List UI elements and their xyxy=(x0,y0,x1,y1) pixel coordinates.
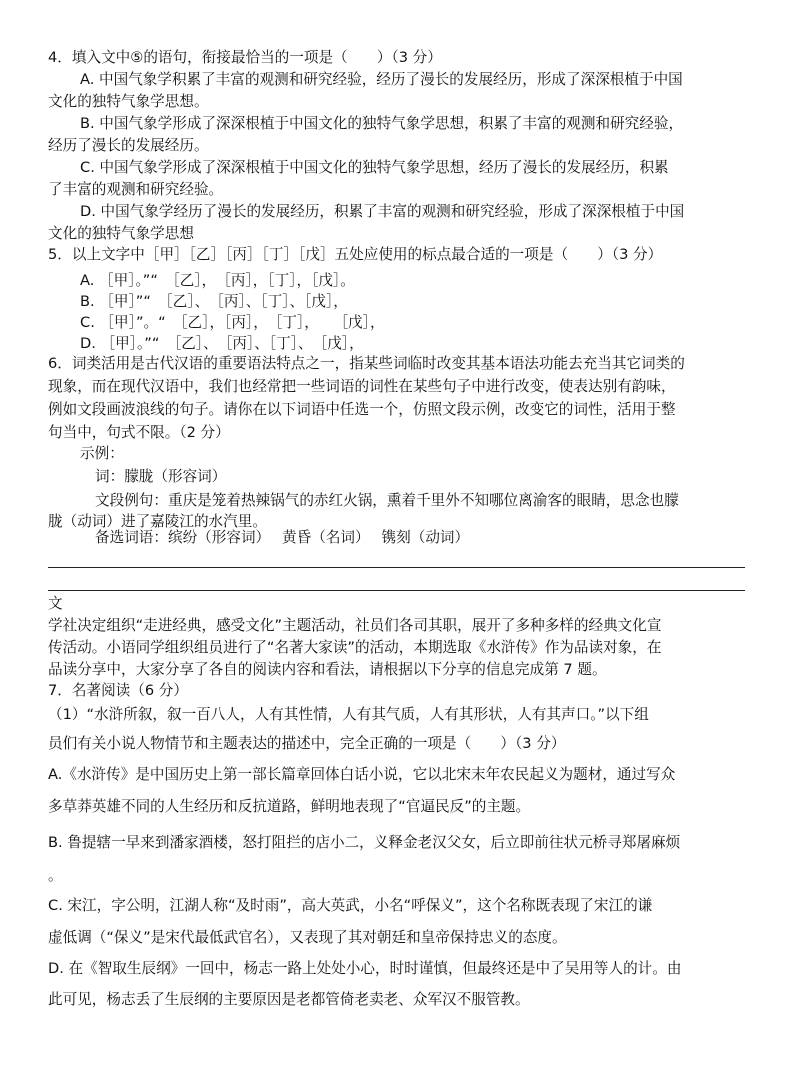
q6-stem-line3: 例如文段画波浪线的句子。请你在以下词语中任选一个，仿照文段示例，改变它的词性，活用于整 xyxy=(48,401,676,418)
q5-stem: 5．以上文字中［甲］［乙］［丙］［丁］［戊］五处应使用的标点最合适的一项是（ ）（3 分） xyxy=(48,246,663,263)
q7-option-c-cont: 虚低调（“保义”是宋代最低武官名），又表现了其对朝廷和皇帝保持忠义的态度。 xyxy=(48,929,567,946)
q7-option-a: A.《水浒传》是中国历史上第一部长篇章回体白话小说，它以北宋末年农民起义为题材，通过写众 xyxy=(48,766,676,783)
q7-option-d-cont: 此可见，杨志丢了生辰纲的主要原因是老都管倚老卖老、众军汉不服管教。 xyxy=(48,991,530,1008)
q5-option-a: A. ［甲］。”“ ［乙］， ［丙］，［丁］，［戊］。 xyxy=(80,272,355,289)
q7-option-d: D. 在《智取生辰纲》一回中，杨志一路上处处小心，时时谨慎，但最终还是中了吴用等人的计。由 xyxy=(48,960,682,977)
q7-sub1-line2: 员们有关小说人物情节和主题表达的描述中，完全正确的一项是（ ）（3 分） xyxy=(48,735,566,752)
q6-stem-line1: 6．词类活用是古代汉语的重要语法特点之一，指某些词临时改变其基本语法功能去充当其它词类的 xyxy=(48,355,685,372)
q4-option-b: B. 中国气象学形成了深深根植于中国文化的独特气象学思想，积累了丰富的观测和研究经验， xyxy=(80,115,684,132)
q4-option-b-cont: 经历了漫长的发展经历。 xyxy=(48,137,209,154)
q4-option-c-cont: 了丰富的观测和研究经验。 xyxy=(48,181,224,198)
q7-option-b-cont: 。 xyxy=(48,867,63,884)
q7-title: 7．名著阅读（6 分） xyxy=(48,682,188,699)
q4-option-a: A. 中国气象学积累了丰富的观测和研究经验，经历了漫长的发展经历，形成了深深根植于中国 xyxy=(80,71,683,88)
answer-line-2 xyxy=(48,590,745,591)
q7-option-b: B. 鲁提辖一早来到潘家酒楼，怒打阻拦的店小二，义释金老汉父女，后立即前往状元桥寻郑屠麻烦 xyxy=(48,834,681,851)
q7-option-c: C. 宋江，字公明，江湖人称“及时雨”，高大英武，小名“呼保义”，这个名称既表现了宋江的谦 xyxy=(48,897,653,914)
q6-example-sentence-cont: 胧（动词）进了嘉陵江的水汽里。 xyxy=(48,513,267,530)
q6-example-sentence: 文段例句：重庆是笼着热辣锅气的赤红火锅，熏着千里外不知哪位离渝客的眼睛，思念也朦 xyxy=(95,492,679,509)
q5-option-c: C. ［甲］”。“ ［乙］，［丙］， ［丁］， ［戊］， xyxy=(80,314,385,331)
passage-line2: 传活动。小语同学组织组员进行了“名著大家读”的活动，本期选取《水浒传》作为品读对象，在 xyxy=(48,639,662,656)
q4-option-a-cont: 文化的独特气象学思想。 xyxy=(48,93,209,110)
q6-example-label: 示例： xyxy=(80,445,124,462)
q7-sub1-line1: （1）“水浒所叙，叙一百八人，人有其性情，人有其气质，人有其形状，人有其声口。”以下组 xyxy=(48,706,649,723)
q4-option-d-cont: 文化的独特气象学思想 xyxy=(48,225,194,242)
passage-line3: 品读分享中，大家分享了各自的阅读内容和看法，请根据以下分享的信息完成第 7 题。 xyxy=(48,661,607,678)
passage-line0: 文 xyxy=(48,595,63,612)
q4-option-c: C. 中国气象学形成了深深根植于中国文化的独特气象学思想，经历了漫长的发展经历，积累 xyxy=(80,159,669,176)
q6-stem-line2: 现象，而在现代汉语中，我们也经常把一些词语的词性在某些句子中进行改变，使表达别有韵味， xyxy=(48,378,676,395)
answer-line-1 xyxy=(48,567,745,568)
q4-option-d: D. 中国气象学经历了漫长的发展经历，积累了丰富的观测和研究经验，形成了深深根植于中国 xyxy=(80,203,685,220)
q7-option-a-cont: 多草莽英雄不同的人生经历和反抗道路，鲜明地表现了“官逼民反”的主题。 xyxy=(48,798,531,815)
q5-option-d: D. ［甲］。”“ ［乙］、 ［丙］、［丁］、 ［戊］， xyxy=(80,335,364,352)
q6-word-options: 备选词语：缤纷（形容词） 黄昏（名词） 镌刻（动词） xyxy=(95,529,470,546)
q6-example-word: 词：朦胧（形容词） xyxy=(95,468,227,485)
q6-stem-line4: 句当中，句式不限。（2 分） xyxy=(48,424,230,441)
q5-option-b: B. ［甲］”“ ［乙］、 ［丙］、［丁］、［戊］， xyxy=(80,293,348,310)
passage-line1: 学社决定组织“走进经典，感受文化”主题活动，社员们各司其职，展开了多种多样的经典文化宣 xyxy=(48,617,662,634)
q4-stem: 4．填入文中⑤的语句，衔接最恰当的一项是（ ）（3 分） xyxy=(48,49,442,66)
